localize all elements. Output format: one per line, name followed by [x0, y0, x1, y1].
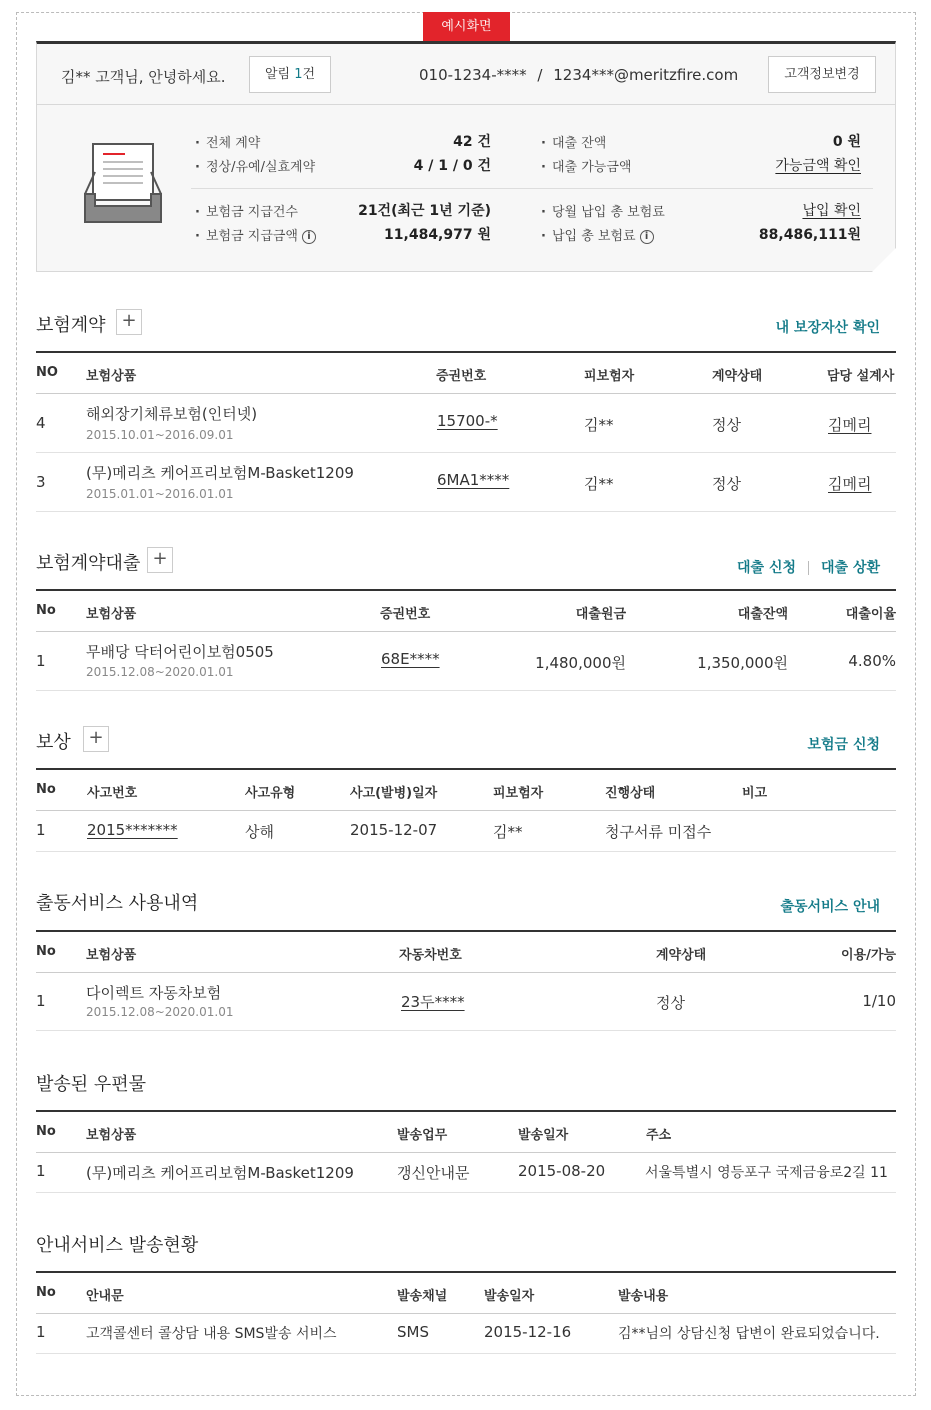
dispatch-guide-link[interactable]: 출동서비스 안내 — [780, 899, 880, 915]
greeting-text: 고객님, 안녕하세요. — [95, 68, 226, 86]
col-insured: 피보험자 — [584, 369, 635, 384]
col-product: 보험상품 — [86, 607, 137, 622]
col-address: 주소 — [646, 1128, 672, 1143]
header-line — [36, 810, 896, 811]
alert-count: 1 — [294, 67, 303, 82]
policy-number-link[interactable]: 15700-* — [437, 412, 498, 430]
row-date: 2015-12-07 — [350, 821, 438, 839]
contract-status-value: 4 / 1 / 0 건 — [413, 158, 491, 174]
header-line — [36, 393, 896, 394]
corner-fold — [872, 248, 896, 272]
row-period: 2015.12.08~2020.01.01 — [86, 1005, 234, 1019]
col-date: 발송일자 — [484, 1289, 535, 1304]
phone-number: 010-1234-**** — [419, 66, 527, 84]
row-content: 김**님의 상담신청 답변이 완료되었습니다. — [618, 1326, 880, 1342]
claims-expand-button[interactable]: + — [83, 726, 109, 752]
table-top-line — [36, 351, 896, 353]
agent-link[interactable]: 김메리 — [828, 475, 872, 493]
policy-number-link[interactable]: 68E**** — [381, 650, 440, 668]
row-insured: 김** — [584, 475, 614, 493]
row-no: 4 — [36, 414, 46, 432]
policy-number-link[interactable]: 6MA1**** — [437, 471, 510, 489]
col-accident-no: 사고번호 — [87, 786, 138, 801]
contracts-expand-button[interactable]: + — [116, 309, 142, 335]
claims-title: 보상 — [36, 732, 71, 753]
contact-info — [419, 66, 738, 84]
row-date: 2015-08-20 — [518, 1162, 606, 1180]
row-line — [36, 690, 896, 691]
row-product: 다이렉트 자동차보험 — [86, 984, 222, 1002]
payout-amount-value: 11,484,977 원 — [384, 227, 491, 243]
link-separator — [808, 561, 809, 575]
total-contracts-label: · 전체 계약 — [195, 132, 260, 151]
loans-title: 보험계약대출 — [36, 553, 141, 574]
total-premium-label — [541, 225, 654, 244]
loan-repay-link[interactable]: 대출 상환 — [821, 560, 880, 576]
row-balance: 1,350,000원 — [697, 654, 788, 672]
agent-link[interactable]: 김메리 — [828, 416, 872, 434]
col-no: NO — [36, 365, 58, 380]
payout-amount-label — [195, 225, 316, 244]
col-status: 계약상태 — [656, 948, 707, 963]
row-no: 1 — [36, 652, 46, 670]
row-task: 갱신안내문 — [397, 1164, 470, 1182]
customer-greeting — [61, 66, 226, 87]
row-line — [36, 1192, 896, 1193]
row-principal: 1,480,000원 — [535, 654, 626, 672]
loan-balance-label: · 대출 잔액 — [541, 132, 606, 151]
col-no: No — [36, 1124, 56, 1139]
col-channel: 발송채널 — [397, 1289, 448, 1304]
col-product: 보험상품 — [86, 948, 137, 963]
loans-expand-button[interactable]: + — [147, 547, 173, 573]
payout-count-label: · 보험금 지급건수 — [195, 201, 298, 220]
col-date: 발송일자 — [518, 1128, 569, 1143]
row-line — [36, 1353, 896, 1354]
table-top-line — [36, 768, 896, 770]
row-date: 2015-12-16 — [484, 1323, 572, 1341]
payout-count-value: 21건(최근 1년 기준) — [358, 203, 491, 219]
dispatch-title: 출동서비스 사용내역 — [36, 893, 199, 914]
sample-screen-badge: 예시화면 — [423, 12, 510, 41]
row-line — [36, 511, 896, 512]
col-notice: 안내문 — [86, 1289, 124, 1304]
loan-balance-value: 0 원 — [832, 134, 861, 150]
col-insured: 피보험자 — [493, 786, 544, 801]
notices-title: 안내서비스 발송현황 — [36, 1235, 199, 1256]
row-insured: 김** — [584, 416, 614, 434]
col-agent: 담당 설계사 — [827, 369, 895, 384]
row-status: 정상 — [712, 416, 741, 434]
table-top-line — [36, 1271, 896, 1273]
col-no: No — [36, 944, 56, 959]
row-no: 1 — [36, 1162, 46, 1180]
col-no: No — [36, 603, 56, 618]
contract-status-label: · 정상/유예/실효계약 — [195, 156, 315, 175]
row-period: 2015.12.08~2020.01.01 — [86, 665, 234, 679]
row-product: (무)메리츠 케어프리보험M-Basket1209 — [86, 1164, 354, 1182]
row-status: 청구서류 미접수 — [605, 823, 712, 841]
table-top-line — [36, 1110, 896, 1112]
col-policy: 증권번호 — [380, 607, 431, 622]
col-no: No — [36, 1285, 56, 1300]
col-usage: 이용/가능 — [841, 948, 896, 963]
email-address: 1234***@meritzfire.com — [553, 66, 739, 84]
header-line — [36, 1152, 896, 1153]
alert-button[interactable] — [249, 56, 331, 93]
col-note: 비고 — [742, 786, 768, 801]
claim-apply-link[interactable]: 보험금 신청 — [807, 737, 880, 753]
col-policy: 증권번호 — [436, 369, 487, 384]
col-product: 보험상품 — [86, 369, 137, 384]
row-rate: 4.80% — [848, 652, 896, 670]
row-no: 3 — [36, 473, 46, 491]
row-product: 무배당 닥터어린이보험0505 — [86, 643, 274, 661]
col-car-no: 자동차번호 — [399, 948, 462, 963]
contact-divider: / — [537, 66, 543, 84]
row-no: 1 — [36, 992, 46, 1010]
col-content: 발송내용 — [618, 1289, 669, 1304]
col-product: 보험상품 — [86, 1128, 137, 1143]
header-line — [36, 631, 896, 632]
col-task: 발송업무 — [397, 1128, 448, 1143]
row-insured: 김** — [493, 823, 523, 841]
row-line — [36, 851, 896, 852]
loan-links — [737, 557, 880, 577]
row-no: 1 — [36, 821, 46, 839]
row-line — [36, 1030, 896, 1031]
row-period: 2015.01.01~2016.01.01 — [86, 487, 234, 501]
col-principal: 대출원금 — [575, 607, 626, 622]
row-product: (무)메리츠 케어프리보험M-Basket1209 — [86, 464, 354, 482]
table-top-line — [36, 930, 896, 932]
monthly-premium-link[interactable]: 납입 확인 — [802, 203, 861, 219]
loan-available-label: · 대출 가능금액 — [541, 156, 631, 175]
total-contracts-value: 42 건 — [453, 134, 491, 150]
total-premium-value: 88,486,111원 — [758, 227, 861, 243]
row-channel: SMS — [397, 1323, 429, 1341]
row-status: 정상 — [656, 994, 685, 1012]
row-no: 1 — [36, 1323, 46, 1341]
document-tray-icon — [83, 142, 163, 224]
loan-apply-link[interactable]: 대출 신청 — [737, 560, 797, 576]
header-line — [36, 1313, 896, 1314]
row-address: 서울특별시 영등포구 국제금융로2길 11 — [645, 1165, 888, 1181]
row-notice: 고객콜센터 콜상담 내용 SMS발송 서비스 — [86, 1326, 337, 1342]
col-accident-date: 사고(발병)일자 — [350, 786, 438, 801]
contracts-title: 보험계약 — [36, 315, 106, 336]
col-rate: 대출이율 — [845, 607, 896, 622]
row-product: 해외장기체류보험(인터넷) — [86, 405, 258, 423]
my-coverage-link[interactable]: 내 보장자산 확인 — [775, 320, 880, 336]
info-icon[interactable]: i — [302, 230, 316, 244]
car-number-link[interactable]: 23두**** — [401, 993, 465, 1011]
table-top-line — [36, 589, 896, 591]
mail-title: 발송된 우편물 — [36, 1074, 147, 1095]
col-progress: 진행상태 — [605, 786, 656, 801]
customer-bar — [37, 44, 895, 105]
header-line — [36, 972, 896, 973]
col-status: 계약상태 — [712, 369, 763, 384]
accident-number-link[interactable]: 2015******* — [87, 821, 178, 839]
alert-suffix: 건 — [302, 67, 316, 82]
row-status: 정상 — [712, 475, 741, 493]
loan-available-link[interactable]: 가능금액 확인 — [775, 158, 861, 174]
customer-summary-box — [36, 41, 896, 272]
col-no: No — [36, 782, 56, 797]
customer-name: 김** — [61, 68, 91, 86]
row-period: 2015.10.01~2016.09.01 — [86, 428, 234, 442]
payout-amount-text: 보험금 지급금액 — [205, 229, 298, 244]
alert-label: 알림 — [264, 67, 291, 82]
col-accident-type: 사고유형 — [245, 786, 296, 801]
monthly-premium-label: · 당월 납입 총 보험료 — [541, 201, 665, 220]
summary-divider — [191, 188, 873, 189]
info-icon[interactable]: i — [640, 230, 654, 244]
edit-customer-info-button[interactable]: 고객정보변경 — [768, 56, 876, 93]
col-balance: 대출잔액 — [737, 607, 788, 622]
row-line — [36, 452, 896, 453]
row-usage: 1/10 — [862, 992, 896, 1010]
row-type: 상해 — [245, 823, 274, 841]
total-premium-text: 납입 총 보험료 — [551, 229, 636, 244]
